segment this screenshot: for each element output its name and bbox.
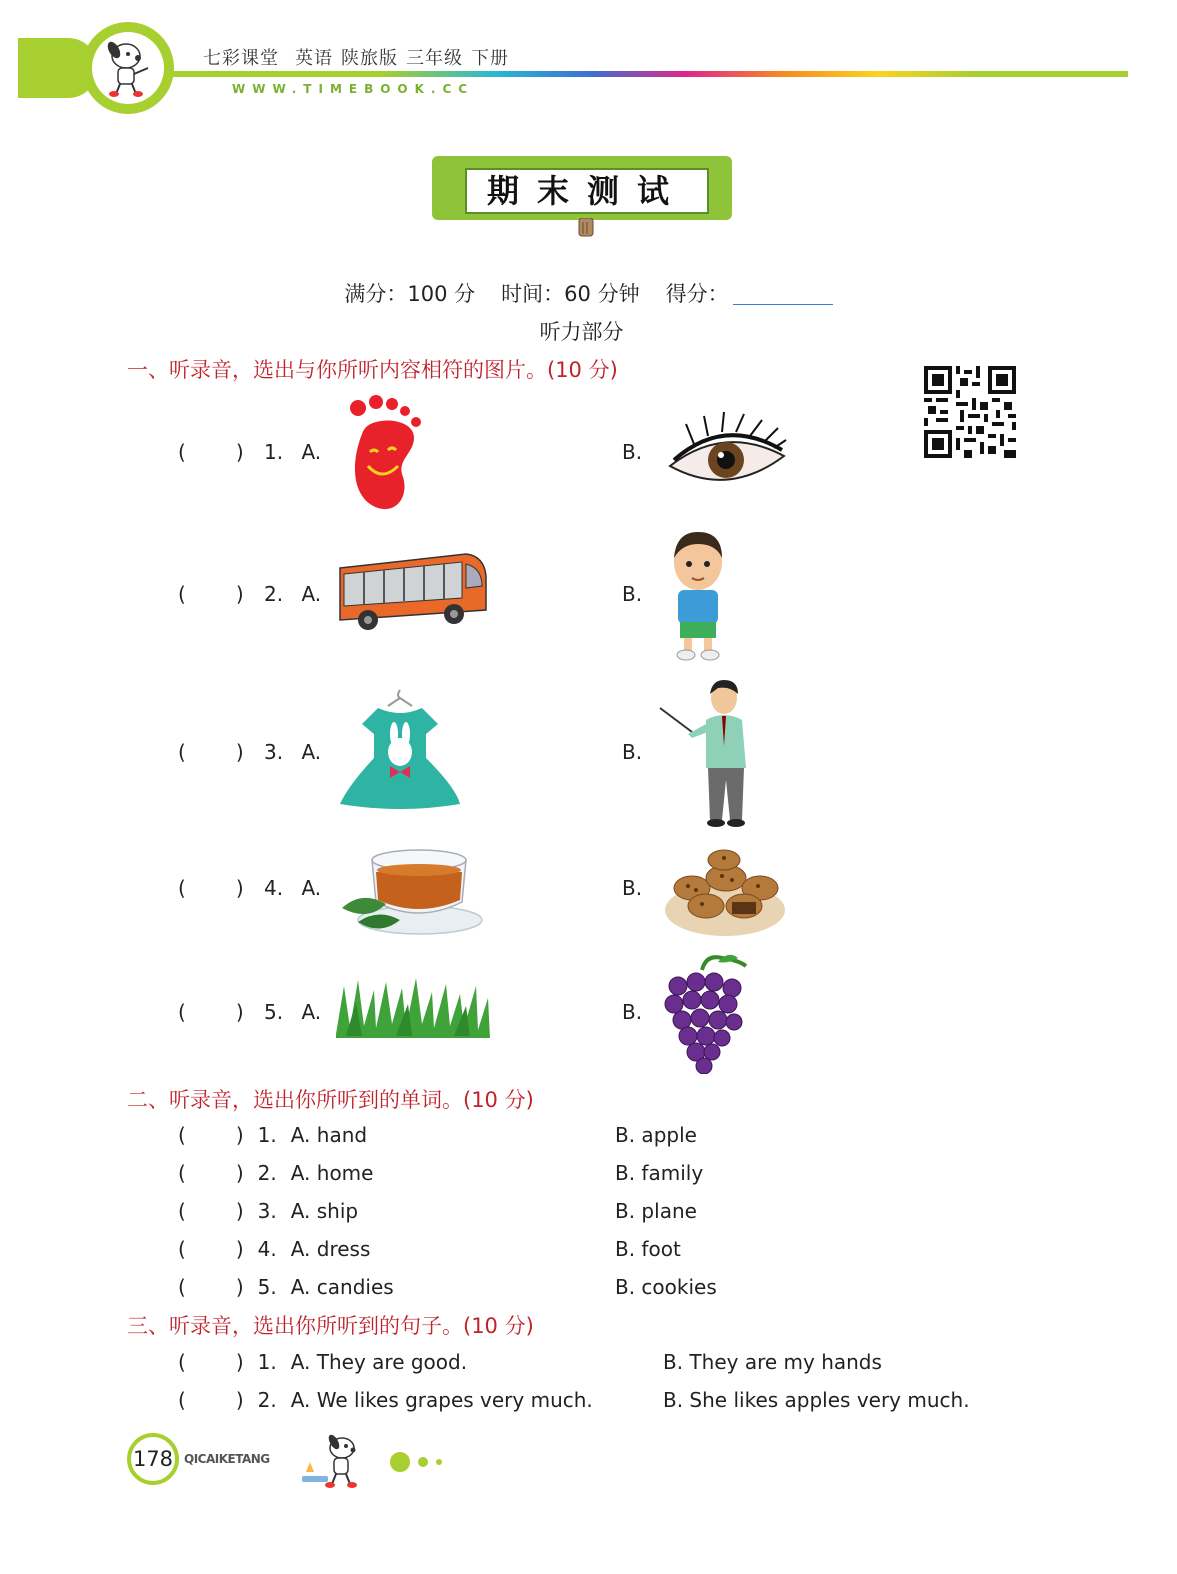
header-volume: 下册	[471, 48, 509, 69]
cookies-icon[interactable]	[662, 840, 788, 938]
s2-q3-option-b: B. plane	[615, 1199, 697, 1223]
question-number: 1.	[257, 1123, 277, 1147]
question-number: 2.	[257, 1388, 277, 1412]
bus-icon[interactable]	[336, 546, 490, 636]
header-subject: 英语	[295, 48, 333, 69]
s1-q5-option-b-label: B.	[622, 1000, 643, 1024]
footer-dot-large	[390, 1452, 410, 1472]
s1-q5-row	[178, 1000, 321, 1024]
s2-q2-option-b: B. family	[615, 1161, 704, 1185]
question-number: 3.	[257, 1199, 277, 1223]
question-number: 1.	[257, 1350, 277, 1374]
grass-icon[interactable]	[336, 978, 490, 1040]
option-a-label: A.	[301, 740, 322, 764]
question-number: 2.	[257, 1161, 277, 1185]
s2-q2-row	[178, 1161, 373, 1185]
question-number: 2.	[263, 582, 284, 606]
s2-q4-row	[178, 1237, 370, 1261]
s2-q3-row	[178, 1199, 358, 1223]
question-number: 5.	[263, 1000, 284, 1024]
answer-paren-open[interactable]: (	[178, 1350, 186, 1374]
question-number: 1.	[263, 440, 284, 464]
answer-paren-open[interactable]: (	[178, 1000, 186, 1024]
score-info	[0, 278, 1177, 308]
option-a-label: A.	[301, 1000, 322, 1024]
option-a-label: A.	[301, 876, 322, 900]
question-number: 3.	[263, 740, 284, 764]
qr-code-icon	[924, 366, 1016, 458]
header-series: 七彩课堂	[203, 48, 279, 69]
answer-paren-open[interactable]: (	[178, 876, 186, 900]
s1-q1-row	[178, 440, 321, 464]
answer-paren-close: )	[235, 1237, 244, 1261]
full-marks: 满分：100 分	[344, 282, 476, 306]
s1-q3-row	[178, 740, 321, 764]
answer-paren-open[interactable]: (	[178, 582, 186, 606]
answer-paren-open[interactable]: (	[178, 1123, 186, 1147]
banner-peg-icon	[575, 218, 597, 240]
s1-q2-option-b-label: B.	[622, 582, 643, 606]
answer-paren-open[interactable]: (	[178, 1237, 186, 1261]
s1-q3-option-b-label: B.	[622, 740, 643, 764]
page-title: 期末测试	[486, 172, 687, 210]
answer-paren-open[interactable]: (	[178, 1275, 186, 1299]
answer-paren-open[interactable]: (	[178, 740, 186, 764]
part-title: 听力部分	[539, 320, 624, 344]
s2-q1-option-b: B. apple	[615, 1123, 697, 1147]
foot-icon[interactable]	[340, 394, 426, 514]
eye-icon[interactable]	[664, 410, 788, 494]
tea-cup-icon[interactable]	[338, 838, 484, 938]
grapes-icon[interactable]	[662, 950, 750, 1074]
option-a: A. ship	[290, 1199, 359, 1223]
s2-q5-row	[178, 1275, 394, 1299]
option-a-label: A.	[301, 440, 322, 464]
option-a: A. candies	[290, 1275, 394, 1299]
footer-dog-icon	[298, 1432, 370, 1490]
answer-paren-open[interactable]: (	[178, 440, 186, 464]
header-website: WWW.TIMEBOOK.CC	[232, 82, 475, 96]
time-limit: 时间：60 分钟	[501, 282, 640, 306]
teacher-icon[interactable]	[658, 676, 754, 828]
section1-heading: 一、听录音，选出与你所听内容相符的图片。(10 分)	[127, 358, 618, 382]
answer-paren-close: )	[235, 582, 244, 606]
answer-paren-close: )	[235, 740, 244, 764]
header-title	[203, 44, 525, 70]
answer-paren-close: )	[235, 1161, 244, 1185]
answer-paren-close: )	[235, 876, 244, 900]
dog-mascot-icon	[98, 36, 158, 98]
answer-paren-close: )	[235, 1199, 244, 1223]
s3-q2-row	[178, 1388, 593, 1412]
page-number: 178	[127, 1433, 179, 1485]
s3-q2-option-b: B. She likes apples very much.	[663, 1388, 970, 1412]
boy-icon[interactable]	[662, 528, 734, 662]
s3-q1-option-b: B. They are my hands	[663, 1350, 882, 1374]
answer-paren-close: )	[235, 1123, 244, 1147]
footer-dot-small	[436, 1459, 442, 1465]
header-rainbow-line	[170, 71, 1128, 77]
option-a: A. home	[290, 1161, 374, 1185]
s3-q1-row	[178, 1350, 467, 1374]
option-a: A. We likes grapes very much.	[290, 1388, 593, 1412]
answer-paren-close: )	[235, 440, 244, 464]
answer-paren-open[interactable]: (	[178, 1161, 186, 1185]
dress-icon[interactable]	[338, 688, 462, 812]
answer-paren-close: )	[235, 1350, 244, 1374]
header-edition: 陕旅版	[341, 48, 398, 69]
option-a: A. dress	[290, 1237, 371, 1261]
answer-paren-open[interactable]: (	[178, 1388, 186, 1412]
question-number: 5.	[257, 1275, 277, 1299]
footer-brand: QICAIKETANG	[184, 1452, 270, 1466]
answer-paren-open[interactable]: (	[178, 1199, 186, 1223]
answer-paren-close: )	[235, 1275, 244, 1299]
section2-heading: 二、听录音，选出你所听到的单词。(10 分)	[127, 1088, 534, 1112]
score-label: 得分：	[665, 282, 729, 306]
option-a: A. hand	[290, 1123, 368, 1147]
s2-q5-option-b: B. cookies	[615, 1275, 717, 1299]
option-a-label: A.	[301, 582, 322, 606]
answer-paren-close: )	[235, 1388, 244, 1412]
s1-q2-row	[178, 582, 321, 606]
answer-paren-close: )	[235, 1000, 244, 1024]
question-number: 4.	[263, 876, 284, 900]
header-grade: 三年级	[406, 48, 463, 69]
s1-q1-option-b-label: B.	[622, 440, 643, 464]
score-blank[interactable]	[733, 282, 833, 305]
s1-q4-option-b-label: B.	[622, 876, 643, 900]
footer-dot-medium	[418, 1457, 428, 1467]
option-a: A. They are good.	[290, 1350, 468, 1374]
section3-heading: 三、听录音，选出你所听到的句子。(10 分)	[127, 1314, 534, 1338]
s2-q4-option-b: B. foot	[615, 1237, 681, 1261]
s2-q1-row	[178, 1123, 367, 1147]
question-number: 4.	[257, 1237, 277, 1261]
s1-q4-row	[178, 876, 321, 900]
